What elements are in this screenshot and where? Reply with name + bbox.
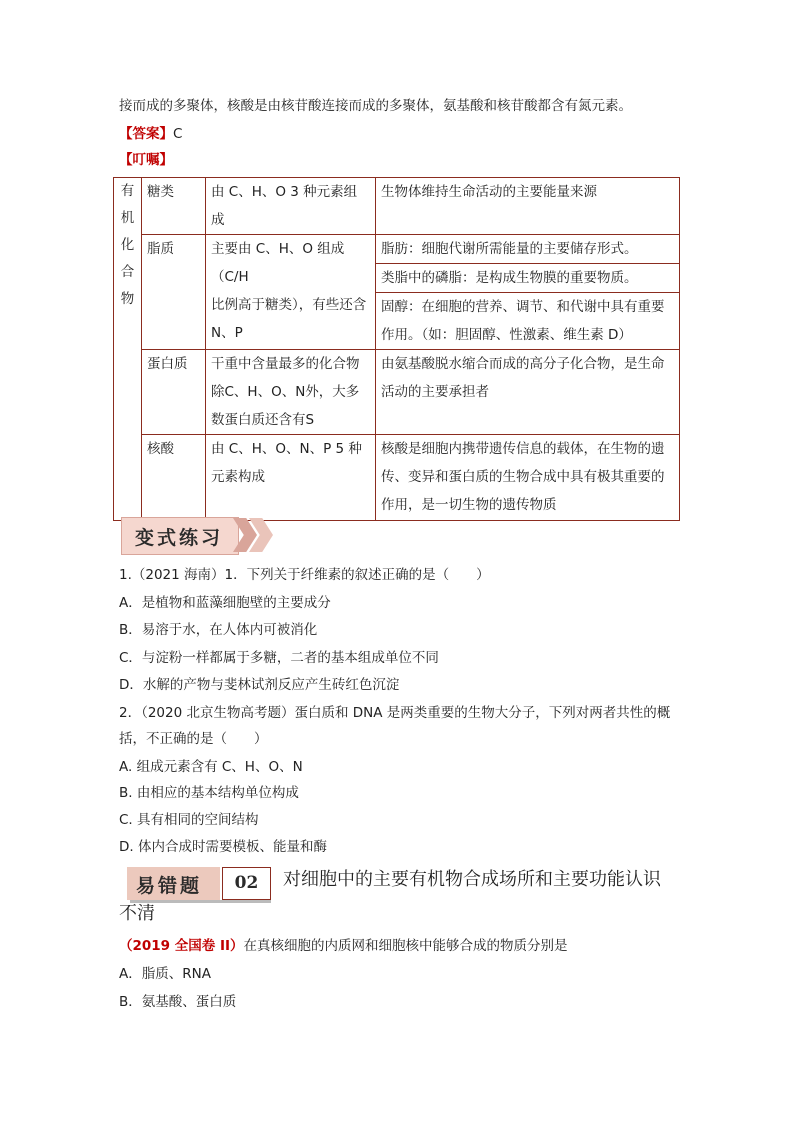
row-name-lipid: 脂质 <box>142 235 206 350</box>
variant-practice-label: 变式练习 <box>135 527 224 549</box>
answer-value: C <box>173 126 183 142</box>
error-prone-badge <box>127 867 271 900</box>
answer-label: 【答案】 <box>119 126 173 142</box>
row-function-sterol: 固醇：在细胞的营养、调节、和代谢中具有重要 作用。（如：胆固醇、性激素、维生素 D） <box>376 293 680 350</box>
q2-option-b: B. 由相应的基本结构单位构成 <box>119 785 299 801</box>
q2-stem-line2: 括，不正确的是（ ） <box>119 731 268 747</box>
error-section-title: 对细胞中的主要有机物合成场所和主要功能认识 <box>283 869 661 890</box>
row-name-nucleic-acid: 核酸 <box>142 435 206 521</box>
row-composition-protein: 干重中含量最多的化合物 除C、H、O、N外，大多 数蛋白质还含有S <box>206 350 376 435</box>
q3-stem: 在真核细胞的内质网和细胞核中能够合成的物质分别是 <box>243 938 568 954</box>
answer-line <box>119 124 182 144</box>
q3-option-b: B．氨基酸、蛋白质 <box>119 994 237 1010</box>
q3-option-a: A．脂质、RNA <box>119 966 211 982</box>
row-function-protein: 由氨基酸脱水缩合而成的高分子化合物，是生命 活动的主要承担者 <box>376 350 680 435</box>
category-cell: 有 机 化 合 物 <box>114 178 142 521</box>
q1-stem: 1.（2021 海南）1．下列关于纤维素的叙述正确的是（ ） <box>119 567 490 583</box>
q2-option-d: D. 体内合成时需要模板、能量和酶 <box>119 839 327 855</box>
row-composition-sugar: 由 C、H、O 3 种元素组成 <box>206 178 376 235</box>
q1-option-b: B．易溶于水，在人体内可被消化 <box>119 622 318 638</box>
row-composition-lipid: 主要由 C、H、O 组成（C/H 比例高于糖类），有些还含 N、P <box>206 235 376 350</box>
variant-practice-banner <box>121 517 271 555</box>
row-function-sugar: 生物体维持生命活动的主要能量来源 <box>376 178 680 235</box>
continued-paragraph: 接而成的多聚体，核酸是由核苷酸连接而成的多聚体，氨基酸和核苷酸都含有氮元素。 <box>119 98 632 114</box>
error-prone-number: 02 <box>234 873 259 893</box>
row-function-phospholipid: 类脂中的磷脂：是构成生物膜的重要物质。 <box>376 264 680 293</box>
error-prone-label: 易错题 <box>136 875 203 897</box>
q2-stem-line1: 2．（2020 北京生物高考题）蛋白质和 DNA 是两类重要的生物大分子，下列对两者共性的概 <box>119 705 671 721</box>
q2-option-a: A. 组成元素含有 C、H、O、N <box>119 759 303 775</box>
error-section-title-cont: 不清 <box>119 903 155 924</box>
row-function-nucleic-acid: 核酸是细胞内携带遗传信息的载体，在生物的遗 传、变异和蛋白质的生物合成中具有极其重要的 作用，是一切生物的遗传物质 <box>376 435 680 521</box>
organic-compounds-table <box>113 177 680 521</box>
q2-option-c: C. 具有相同的空间结构 <box>119 812 259 828</box>
row-name-protein: 蛋白质 <box>142 350 206 435</box>
row-name-sugar: 糖类 <box>142 178 206 235</box>
q1-option-d: D．水解的产物与斐林试剂反应产生砖红色沉淀 <box>119 677 400 693</box>
row-composition-nucleic-acid: 由 C、H、O、N、P 5 种 元素构成 <box>206 435 376 521</box>
row-function-fat: 脂肪：细胞代谢所需能量的主要储存形式。 <box>376 235 680 264</box>
q1-option-c: C．与淀粉一样都属于多糖，二者的基本组成单位不同 <box>119 650 439 666</box>
reminder-heading <box>119 150 173 170</box>
q3-stem-line <box>119 936 568 956</box>
reminder-label: 【叮嘱】 <box>119 152 173 168</box>
q1-option-a: A．是植物和蓝藻细胞壁的主要成分 <box>119 595 331 611</box>
q3-source: （2019 全国卷 II） <box>119 938 244 954</box>
